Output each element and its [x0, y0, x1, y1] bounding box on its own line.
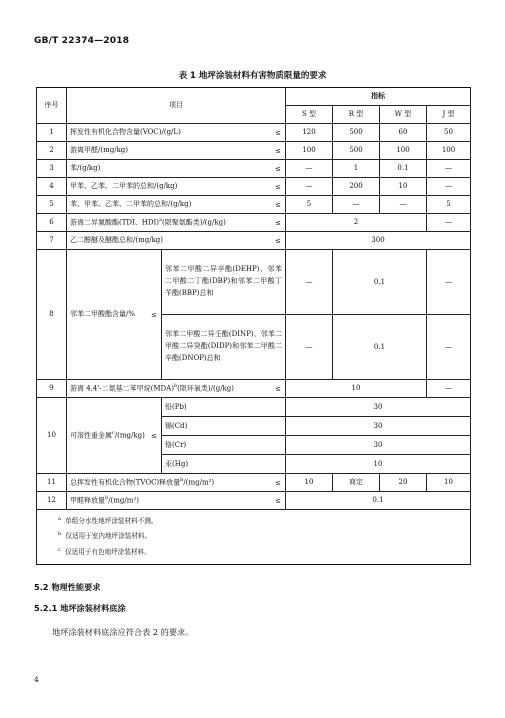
- row-name: [67, 196, 286, 214]
- metal-name: 铅(Pb): [162, 398, 286, 417]
- type-j: J 型: [427, 106, 471, 124]
- row-name-tail: /(mg/m²): [108, 496, 139, 505]
- cell-rw: 0.1: [333, 250, 427, 315]
- cell-w: 0.1: [380, 160, 427, 178]
- cell-all: 0.1: [286, 492, 471, 510]
- row-no: 9: [37, 380, 67, 398]
- cell-j: 10: [427, 474, 471, 492]
- row-name: [67, 474, 286, 492]
- row-name-text: 甲苯、乙苯、二甲苯的总和/(g/kg): [70, 182, 178, 191]
- row-name-text: 邻苯二甲酸酯含量/%: [70, 310, 136, 319]
- row-name-text: 甲醛释放量: [70, 496, 105, 505]
- row-no: 12: [37, 492, 67, 510]
- footnote-marker: b: [58, 531, 62, 538]
- le-sign: ≤: [275, 384, 281, 393]
- footnote-mark: b: [105, 495, 109, 502]
- cell-r: 商定: [333, 474, 380, 492]
- cell-all: 300: [286, 232, 471, 250]
- cell-j: 5: [427, 196, 471, 214]
- cell-j: —: [427, 380, 471, 398]
- footnote-mark: b: [173, 383, 178, 390]
- section-5-2-1-heading: 5.2.1 地坪涂装材料底涂: [34, 603, 126, 613]
- type-r: R 型: [333, 106, 380, 124]
- le-sign: ≤: [275, 218, 281, 227]
- row-name: [67, 492, 286, 510]
- footnote-mark: b: [180, 477, 184, 484]
- le-sign: ≤: [275, 200, 281, 209]
- table-row: [37, 474, 471, 492]
- le-sign: ≤: [275, 496, 281, 505]
- row-no: 2: [37, 142, 67, 160]
- row-name: [67, 160, 286, 178]
- footnote-mark: a: [159, 217, 162, 224]
- page-number: 4: [34, 675, 39, 684]
- row-name-text: 苯、甲苯、乙苯、二甲苯的总和/(g/kg): [70, 200, 192, 209]
- row-name-tail: /(mg/kg): [114, 431, 145, 440]
- row-name-text: 游离甲醛/(mg/kg): [70, 146, 129, 155]
- footnote-cell: [37, 510, 471, 565]
- footnote-text: 单组分水性地坪涂装材料不测。: [65, 517, 158, 526]
- cell-w: 60: [380, 124, 427, 142]
- phthalate-group-1: 邻苯二甲酸二异辛酯(DEHP)、邻苯二甲酸二丁酯(DBP)和邻苯二甲酸丁苄酯(BBP)总和: [162, 250, 286, 315]
- header-item: 项目: [67, 88, 286, 124]
- table-row: [37, 398, 471, 417]
- cell-j: —: [427, 178, 471, 196]
- metal-name: 汞(Hg): [162, 455, 286, 474]
- row-no: 11: [37, 474, 67, 492]
- row-name: [67, 214, 286, 232]
- type-s: S 型: [286, 106, 333, 124]
- table-footnotes: [37, 510, 471, 565]
- row-name-text: 苯/(g/kg): [70, 164, 101, 173]
- row-name: [67, 124, 286, 142]
- cell-s: —: [286, 160, 333, 178]
- cell-r: 200: [333, 178, 380, 196]
- header-index: 指标: [286, 88, 471, 106]
- footnote-b: [40, 529, 467, 544]
- metal-value: 10: [286, 455, 471, 474]
- table-row: [37, 250, 471, 315]
- row-name: [67, 142, 286, 160]
- cell-s: —: [286, 315, 333, 380]
- cell-r: 500: [333, 142, 380, 160]
- row-name-text: 游离二异氰酸酯(TDI、HDI): [70, 218, 159, 227]
- cell-w: —: [380, 196, 427, 214]
- le-sign: ≤: [275, 128, 281, 137]
- row-name: [67, 232, 286, 250]
- section-5-2-heading: 5.2 物理性能要求: [34, 582, 101, 592]
- cell-j: —: [427, 160, 471, 178]
- footnote-mark: c: [112, 430, 115, 437]
- row-no: 6: [37, 214, 67, 232]
- table-row: [37, 380, 471, 398]
- le-sign: ≤: [275, 236, 281, 245]
- metal-name: 镉(Cd): [162, 417, 286, 436]
- footnote-marker: c: [58, 546, 61, 553]
- footnote-text: 仅适用于室内地坪涂装材料。: [65, 532, 152, 541]
- le-sign: ≤: [275, 146, 281, 155]
- row-no: 7: [37, 232, 67, 250]
- table-row: [37, 142, 471, 160]
- table-caption: 表 1 地坪涂装材料有害物质限量的要求: [178, 71, 327, 81]
- metal-value: 30: [286, 436, 471, 455]
- table-header-row: [37, 88, 471, 106]
- row-name: [67, 380, 286, 398]
- row-no: 3: [37, 160, 67, 178]
- cell-w: 100: [380, 142, 427, 160]
- cell-s: —: [286, 250, 333, 315]
- cell-s: 100: [286, 142, 333, 160]
- table-row: [37, 492, 471, 510]
- metal-value: 30: [286, 398, 471, 417]
- cell-r: 500: [333, 124, 380, 142]
- cell-w: 20: [380, 474, 427, 492]
- cell-r: —: [333, 196, 380, 214]
- row-name: [67, 178, 286, 196]
- metal-value: 30: [286, 417, 471, 436]
- table-row: [37, 160, 471, 178]
- table-row: [37, 196, 471, 214]
- cell-r: 1: [333, 160, 380, 178]
- cell-s: 120: [286, 124, 333, 142]
- row-name-text: 乙二醇醚及醚酯总和/(mg/kg): [70, 236, 164, 245]
- header-seq: 序号: [37, 88, 67, 124]
- footnote-marker: a: [58, 516, 61, 523]
- body-paragraph: 地坪涂装材料底涂应符合表 2 的要求。: [52, 627, 194, 637]
- cell-j: 100: [427, 142, 471, 160]
- cell-srw: 10: [286, 380, 427, 398]
- row-no: 10: [37, 398, 67, 474]
- metal-name: 铬(Cr): [162, 436, 286, 455]
- row-name-tail: (限聚氨酯类)/(g/kg): [161, 218, 226, 227]
- row-no: 4: [37, 178, 67, 196]
- row-name-tail: /(mg/m²): [183, 478, 215, 487]
- row-name-text: 总挥发性有机化合物(TVOC)释放量: [70, 478, 181, 487]
- le-sign: ≤: [275, 478, 281, 487]
- cell-j: —: [427, 250, 471, 315]
- footnote-text: 仅适用于有色地坪涂装材料。: [65, 547, 151, 556]
- row-name: [67, 398, 162, 474]
- row-name-tail: (限环氧类)/(g/kg): [177, 384, 235, 393]
- row-name-text: 挥发性有机化合物含量(VOC)/(g/L): [70, 128, 181, 137]
- row-no: 5: [37, 196, 67, 214]
- le-sign: ≤: [275, 164, 281, 173]
- table-row: [37, 214, 471, 232]
- le-sign: ≤: [275, 182, 281, 191]
- footnote-c: [40, 545, 467, 560]
- footnote-a: [40, 514, 467, 529]
- cell-j: —: [427, 315, 471, 380]
- cell-s: —: [286, 178, 333, 196]
- phthalate-group-2: 邻苯二甲酸二异壬酯(DINP)、邻苯二甲酸二异癸酯(DIDP)和邻苯二甲酸二辛酯(DNOP)总和: [162, 315, 286, 380]
- le-sign: ≤: [151, 431, 157, 440]
- cell-j: 50: [427, 124, 471, 142]
- table-row: [37, 124, 471, 142]
- row-no: 8: [37, 250, 67, 380]
- row-name-text: 游离 4,4'-二氨基二苯甲烷(MDA): [70, 384, 174, 393]
- cell-j: —: [427, 214, 471, 232]
- cell-srw: 2: [286, 214, 427, 232]
- standard-code: GB/T 22374—2018: [34, 36, 130, 46]
- row-no: 1: [37, 124, 67, 142]
- row-name: [67, 250, 162, 380]
- table-row: [37, 178, 471, 196]
- cell-s: 10: [286, 474, 333, 492]
- table-row: [37, 232, 471, 250]
- cell-rw: 0.1: [333, 315, 427, 380]
- cell-w: 10: [380, 178, 427, 196]
- row-name-text: 可溶性重金属: [70, 431, 112, 440]
- cell-s: 5: [286, 196, 333, 214]
- harmful-substance-table: [36, 87, 471, 565]
- le-sign: ≤: [151, 310, 157, 319]
- type-w: W 型: [380, 106, 427, 124]
